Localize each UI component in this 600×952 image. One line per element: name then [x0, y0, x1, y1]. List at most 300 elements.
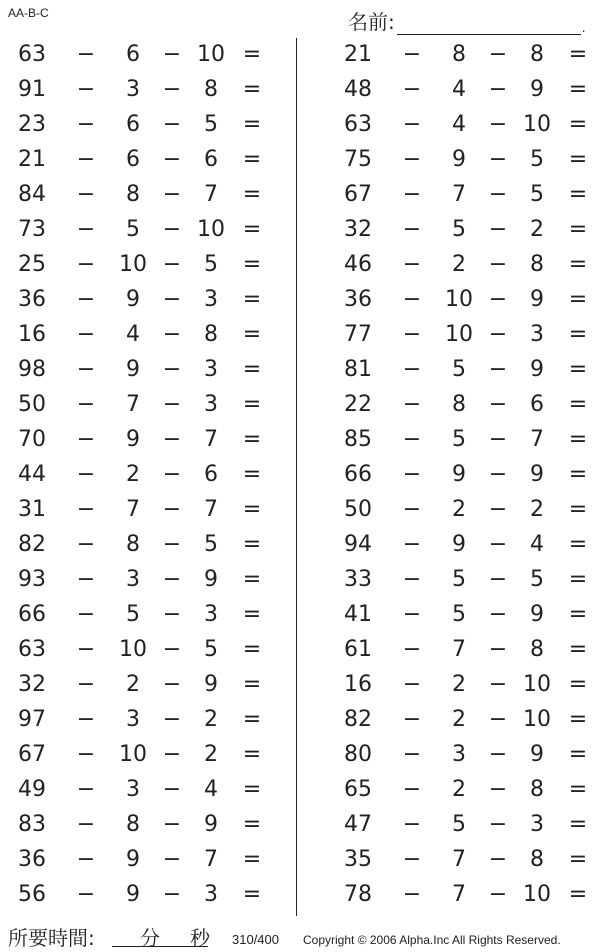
equals-sign: =	[242, 777, 262, 802]
subtrahend-1: 5	[452, 217, 466, 242]
subtrahend-1: 9	[126, 357, 140, 382]
subtrahend-1: 3	[126, 777, 140, 802]
minuend: 63	[18, 637, 46, 662]
minus-sign: −	[402, 217, 422, 242]
equals-sign: =	[242, 882, 262, 907]
equals-sign: =	[568, 252, 588, 277]
subtrahend-2: 9	[204, 567, 218, 592]
minus-sign: −	[76, 777, 96, 802]
subtrahend-1: 3	[126, 77, 140, 102]
subtrahend-2: 3	[204, 357, 218, 382]
minuend: 16	[18, 322, 46, 347]
subtrahend-2: 8	[530, 777, 544, 802]
equals-sign: =	[568, 602, 588, 627]
copyright: Copyright © 2006 Alpha.Inc All Rights Reserved.	[303, 933, 561, 947]
subtrahend-2: 4	[204, 777, 218, 802]
minuend: 94	[344, 532, 372, 557]
minus-sign: −	[402, 462, 422, 487]
minus-sign: −	[402, 287, 422, 312]
minus-sign: −	[76, 707, 96, 732]
minus-sign: −	[76, 252, 96, 277]
minus-sign: −	[76, 637, 96, 662]
minus-sign: −	[488, 357, 508, 382]
minus-sign: −	[488, 672, 508, 697]
subtrahend-2: 9	[530, 602, 544, 627]
subtrahend-2: 10	[523, 112, 551, 137]
subtrahend-2: 3	[204, 602, 218, 627]
minuend: 36	[18, 847, 46, 872]
subtrahend-1: 4	[452, 112, 466, 137]
minuend: 32	[344, 217, 372, 242]
subtrahend-1: 2	[452, 672, 466, 697]
minuend: 67	[344, 182, 372, 207]
minuend: 70	[18, 427, 46, 452]
minuend: 50	[344, 497, 372, 522]
minus-sign: −	[402, 637, 422, 662]
subtrahend-1: 8	[126, 182, 140, 207]
minuend: 22	[344, 392, 372, 417]
minuend: 83	[18, 812, 46, 837]
minus-sign: −	[402, 322, 422, 347]
subtrahend-1: 5	[452, 567, 466, 592]
minus-sign: −	[488, 602, 508, 627]
minuend: 32	[18, 672, 46, 697]
equals-sign: =	[242, 392, 262, 417]
minus-sign: −	[402, 357, 422, 382]
subtrahend-2: 6	[530, 392, 544, 417]
minus-sign: −	[488, 882, 508, 907]
minus-sign: −	[402, 427, 422, 452]
subtrahend-1: 9	[452, 147, 466, 172]
minuend: 31	[18, 497, 46, 522]
subtrahend-2: 8	[530, 637, 544, 662]
minus-sign: −	[402, 742, 422, 767]
subtrahend-2: 10	[197, 42, 225, 67]
name-line-end: .	[581, 21, 586, 35]
subtrahend-1: 2	[452, 252, 466, 277]
minuend: 78	[344, 882, 372, 907]
minus-sign: −	[488, 707, 508, 732]
minus-sign: −	[76, 427, 96, 452]
subtrahend-2: 4	[530, 532, 544, 557]
page-number: 310/400	[232, 932, 279, 947]
name-blank-line[interactable]	[397, 12, 581, 35]
minus-sign: −	[162, 532, 182, 557]
minus-sign: −	[488, 322, 508, 347]
subtrahend-2: 8	[530, 252, 544, 277]
minus-sign: −	[76, 357, 96, 382]
minuend: 66	[18, 602, 46, 627]
subtrahend-1: 4	[452, 77, 466, 102]
subtrahend-2: 9	[204, 672, 218, 697]
minus-sign: −	[76, 567, 96, 592]
subtrahend-2: 7	[530, 427, 544, 452]
subtrahend-2: 7	[204, 427, 218, 452]
minus-sign: −	[162, 112, 182, 137]
equals-sign: =	[568, 567, 588, 592]
minus-sign: −	[488, 77, 508, 102]
minuend: 46	[344, 252, 372, 277]
minuend: 47	[344, 812, 372, 837]
equals-sign: =	[242, 532, 262, 557]
subtrahend-2: 5	[204, 252, 218, 277]
minus-sign: −	[76, 602, 96, 627]
subtrahend-1: 6	[126, 42, 140, 67]
minus-sign: −	[76, 287, 96, 312]
minuend: 50	[18, 392, 46, 417]
minuend: 85	[344, 427, 372, 452]
minuend: 93	[18, 567, 46, 592]
subtrahend-2: 5	[530, 567, 544, 592]
subtrahend-1: 3	[452, 742, 466, 767]
subtrahend-1: 4	[126, 322, 140, 347]
equals-sign: =	[568, 777, 588, 802]
subtrahend-1: 9	[452, 462, 466, 487]
minus-sign: −	[162, 882, 182, 907]
equals-sign: =	[568, 742, 588, 767]
minus-sign: −	[162, 322, 182, 347]
minus-sign: −	[76, 217, 96, 242]
second-label: 秒	[190, 926, 210, 950]
subtrahend-1: 3	[126, 707, 140, 732]
minus-sign: −	[162, 742, 182, 767]
minuend: 63	[344, 112, 372, 137]
minuend: 63	[18, 42, 46, 67]
subtrahend-2: 6	[204, 147, 218, 172]
minus-sign: −	[488, 847, 508, 872]
subtrahend-2: 3	[530, 812, 544, 837]
time-required-label: 所要時間:	[8, 926, 95, 950]
minuend: 21	[18, 147, 46, 172]
equals-sign: =	[568, 147, 588, 172]
equals-sign: =	[568, 497, 588, 522]
equals-sign: =	[568, 462, 588, 487]
minus-sign: −	[488, 497, 508, 522]
subtrahend-1: 2	[452, 497, 466, 522]
minus-sign: −	[488, 217, 508, 242]
subtrahend-2: 2	[530, 497, 544, 522]
minuend: 21	[344, 42, 372, 67]
minus-sign: −	[76, 812, 96, 837]
minus-sign: −	[162, 567, 182, 592]
minuend: 65	[344, 777, 372, 802]
subtrahend-2: 7	[204, 847, 218, 872]
subtrahend-2: 9	[530, 462, 544, 487]
equals-sign: =	[568, 672, 588, 697]
subtrahend-2: 3	[204, 392, 218, 417]
minus-sign: −	[402, 77, 422, 102]
minuend: 98	[18, 357, 46, 382]
subtrahend-2: 9	[204, 812, 218, 837]
equals-sign: =	[568, 392, 588, 417]
subtrahend-1: 5	[126, 217, 140, 242]
equals-sign: =	[568, 637, 588, 662]
minuend: 36	[18, 287, 46, 312]
subtrahend-2: 10	[523, 707, 551, 732]
footer	[8, 922, 598, 950]
minus-sign: −	[488, 532, 508, 557]
subtrahend-1: 9	[126, 427, 140, 452]
equals-sign: =	[568, 882, 588, 907]
minus-sign: −	[76, 392, 96, 417]
subtrahend-2: 9	[530, 357, 544, 382]
minus-sign: −	[76, 497, 96, 522]
minus-sign: −	[402, 112, 422, 137]
subtrahend-1: 5	[452, 812, 466, 837]
equals-sign: =	[568, 847, 588, 872]
minuend: 66	[344, 462, 372, 487]
subtrahend-1: 8	[452, 42, 466, 67]
minus-sign: −	[488, 147, 508, 172]
equals-sign: =	[242, 567, 262, 592]
equals-sign: =	[242, 357, 262, 382]
minus-sign: −	[402, 497, 422, 522]
minus-sign: −	[76, 147, 96, 172]
subtrahend-2: 9	[530, 742, 544, 767]
equals-sign: =	[242, 147, 262, 172]
minus-sign: −	[162, 637, 182, 662]
minus-sign: −	[76, 462, 96, 487]
minus-sign: −	[488, 777, 508, 802]
equals-sign: =	[242, 637, 262, 662]
subtrahend-1: 7	[452, 847, 466, 872]
minus-sign: −	[162, 252, 182, 277]
minus-sign: −	[76, 322, 96, 347]
minuend: 56	[18, 882, 46, 907]
subtrahend-1: 9	[126, 847, 140, 872]
minuend: 77	[344, 322, 372, 347]
minuend: 44	[18, 462, 46, 487]
minuend: 23	[18, 112, 46, 137]
minus-sign: −	[162, 287, 182, 312]
subtrahend-1: 10	[119, 742, 147, 767]
minus-sign: −	[162, 497, 182, 522]
equals-sign: =	[242, 462, 262, 487]
minuend: 81	[344, 357, 372, 382]
subtrahend-2: 5	[204, 532, 218, 557]
subtrahend-1: 10	[445, 287, 473, 312]
minus-sign: −	[162, 707, 182, 732]
minus-sign: −	[162, 847, 182, 872]
minus-sign: −	[162, 462, 182, 487]
equals-sign: =	[242, 847, 262, 872]
equals-sign: =	[242, 707, 262, 732]
minuend: 25	[18, 252, 46, 277]
minus-sign: −	[162, 217, 182, 242]
subtrahend-1: 5	[126, 602, 140, 627]
equals-sign: =	[568, 322, 588, 347]
equals-sign: =	[568, 217, 588, 242]
minuend: 84	[18, 182, 46, 207]
subtrahend-1: 8	[126, 532, 140, 557]
subtrahend-2: 3	[530, 322, 544, 347]
minus-sign: −	[76, 42, 96, 67]
equals-sign: =	[568, 42, 588, 67]
minus-sign: −	[402, 812, 422, 837]
equals-sign: =	[568, 112, 588, 137]
subtrahend-2: 5	[530, 147, 544, 172]
minus-sign: −	[76, 672, 96, 697]
column-divider	[296, 38, 297, 916]
subtrahend-1: 2	[126, 672, 140, 697]
minus-sign: −	[162, 427, 182, 452]
minus-sign: −	[402, 882, 422, 907]
minuend: 48	[344, 77, 372, 102]
subtrahend-1: 7	[126, 392, 140, 417]
minus-sign: −	[488, 462, 508, 487]
minus-sign: −	[76, 847, 96, 872]
minus-sign: −	[76, 742, 96, 767]
subtrahend-2: 10	[523, 672, 551, 697]
subtrahend-1: 8	[126, 812, 140, 837]
minus-sign: −	[402, 672, 422, 697]
subtrahend-2: 5	[530, 182, 544, 207]
subtrahend-2: 3	[204, 882, 218, 907]
equals-sign: =	[568, 812, 588, 837]
subtrahend-2: 5	[204, 112, 218, 137]
minus-sign: −	[488, 392, 508, 417]
equals-sign: =	[242, 42, 262, 67]
subtrahend-2: 8	[204, 77, 218, 102]
subtrahend-1: 2	[452, 777, 466, 802]
subtrahend-2: 6	[204, 462, 218, 487]
equals-sign: =	[568, 532, 588, 557]
subtrahend-1: 6	[126, 147, 140, 172]
minus-sign: −	[402, 777, 422, 802]
minuend: 36	[344, 287, 372, 312]
minuend: 35	[344, 847, 372, 872]
equals-sign: =	[242, 112, 262, 137]
subtrahend-1: 7	[452, 182, 466, 207]
minus-sign: −	[402, 42, 422, 67]
name-label: 名前:	[348, 10, 395, 34]
subtrahend-2: 7	[204, 182, 218, 207]
minus-sign: −	[162, 672, 182, 697]
subtrahend-2: 2	[204, 742, 218, 767]
minus-sign: −	[488, 42, 508, 67]
subtrahend-1: 9	[126, 882, 140, 907]
subtrahend-1: 5	[452, 602, 466, 627]
name-field	[348, 6, 586, 35]
minus-sign: −	[76, 112, 96, 137]
minus-sign: −	[76, 532, 96, 557]
equals-sign: =	[242, 182, 262, 207]
minus-sign: −	[488, 637, 508, 662]
equals-sign: =	[242, 322, 262, 347]
subtrahend-1: 3	[126, 567, 140, 592]
minus-sign: −	[402, 147, 422, 172]
equals-sign: =	[242, 672, 262, 697]
equals-sign: =	[568, 77, 588, 102]
minus-sign: −	[402, 847, 422, 872]
minuend: 33	[344, 567, 372, 592]
minus-sign: −	[488, 182, 508, 207]
minuend: 82	[344, 707, 372, 732]
worksheet-code: AA-B-C	[8, 6, 49, 20]
minus-sign: −	[402, 532, 422, 557]
minuend: 16	[344, 672, 372, 697]
minus-sign: −	[162, 812, 182, 837]
equals-sign: =	[242, 742, 262, 767]
minus-sign: −	[162, 77, 182, 102]
subtrahend-1: 10	[119, 637, 147, 662]
minus-sign: −	[162, 392, 182, 417]
subtrahend-2: 8	[204, 322, 218, 347]
subtrahend-1: 2	[126, 462, 140, 487]
minuend: 67	[18, 742, 46, 767]
subtrahend-2: 2	[530, 217, 544, 242]
subtrahend-1: 8	[452, 392, 466, 417]
equals-sign: =	[242, 812, 262, 837]
minus-sign: −	[76, 77, 96, 102]
subtrahend-2: 10	[523, 882, 551, 907]
subtrahend-1: 7	[452, 882, 466, 907]
subtrahend-2: 8	[530, 847, 544, 872]
minuend: 91	[18, 77, 46, 102]
minute-label: 分	[140, 926, 160, 950]
minus-sign: −	[488, 287, 508, 312]
equals-sign: =	[242, 77, 262, 102]
minuend: 41	[344, 602, 372, 627]
minus-sign: −	[488, 252, 508, 277]
minuend: 97	[18, 707, 46, 732]
subtrahend-1: 5	[452, 357, 466, 382]
minus-sign: −	[76, 882, 96, 907]
minus-sign: −	[402, 182, 422, 207]
minuend: 49	[18, 777, 46, 802]
minuend: 82	[18, 532, 46, 557]
subtrahend-1: 5	[452, 427, 466, 452]
minuend: 75	[344, 147, 372, 172]
equals-sign: =	[568, 427, 588, 452]
minuend: 80	[344, 742, 372, 767]
subtrahend-1: 10	[119, 252, 147, 277]
equals-sign: =	[242, 217, 262, 242]
minus-sign: −	[488, 812, 508, 837]
equals-sign: =	[568, 357, 588, 382]
minus-sign: −	[162, 357, 182, 382]
equals-sign: =	[568, 182, 588, 207]
subtrahend-1: 9	[452, 532, 466, 557]
equals-sign: =	[568, 707, 588, 732]
subtrahend-1: 7	[126, 497, 140, 522]
minus-sign: −	[488, 567, 508, 592]
minus-sign: −	[488, 112, 508, 137]
minus-sign: −	[162, 777, 182, 802]
minus-sign: −	[402, 707, 422, 732]
equals-sign: =	[242, 602, 262, 627]
minuend: 61	[344, 637, 372, 662]
minus-sign: −	[402, 392, 422, 417]
minuend: 73	[18, 217, 46, 242]
subtrahend-2: 9	[530, 287, 544, 312]
subtrahend-1: 6	[126, 112, 140, 137]
equals-sign: =	[242, 252, 262, 277]
minus-sign: −	[162, 602, 182, 627]
minus-sign: −	[402, 602, 422, 627]
subtrahend-2: 2	[204, 707, 218, 732]
minus-sign: −	[162, 42, 182, 67]
minus-sign: −	[488, 427, 508, 452]
equals-sign: =	[568, 287, 588, 312]
subtrahend-1: 10	[445, 322, 473, 347]
minus-sign: −	[402, 567, 422, 592]
subtrahend-1: 7	[452, 637, 466, 662]
minus-sign: −	[76, 182, 96, 207]
equals-sign: =	[242, 427, 262, 452]
subtrahend-2: 8	[530, 42, 544, 67]
subtrahend-1: 2	[452, 707, 466, 732]
